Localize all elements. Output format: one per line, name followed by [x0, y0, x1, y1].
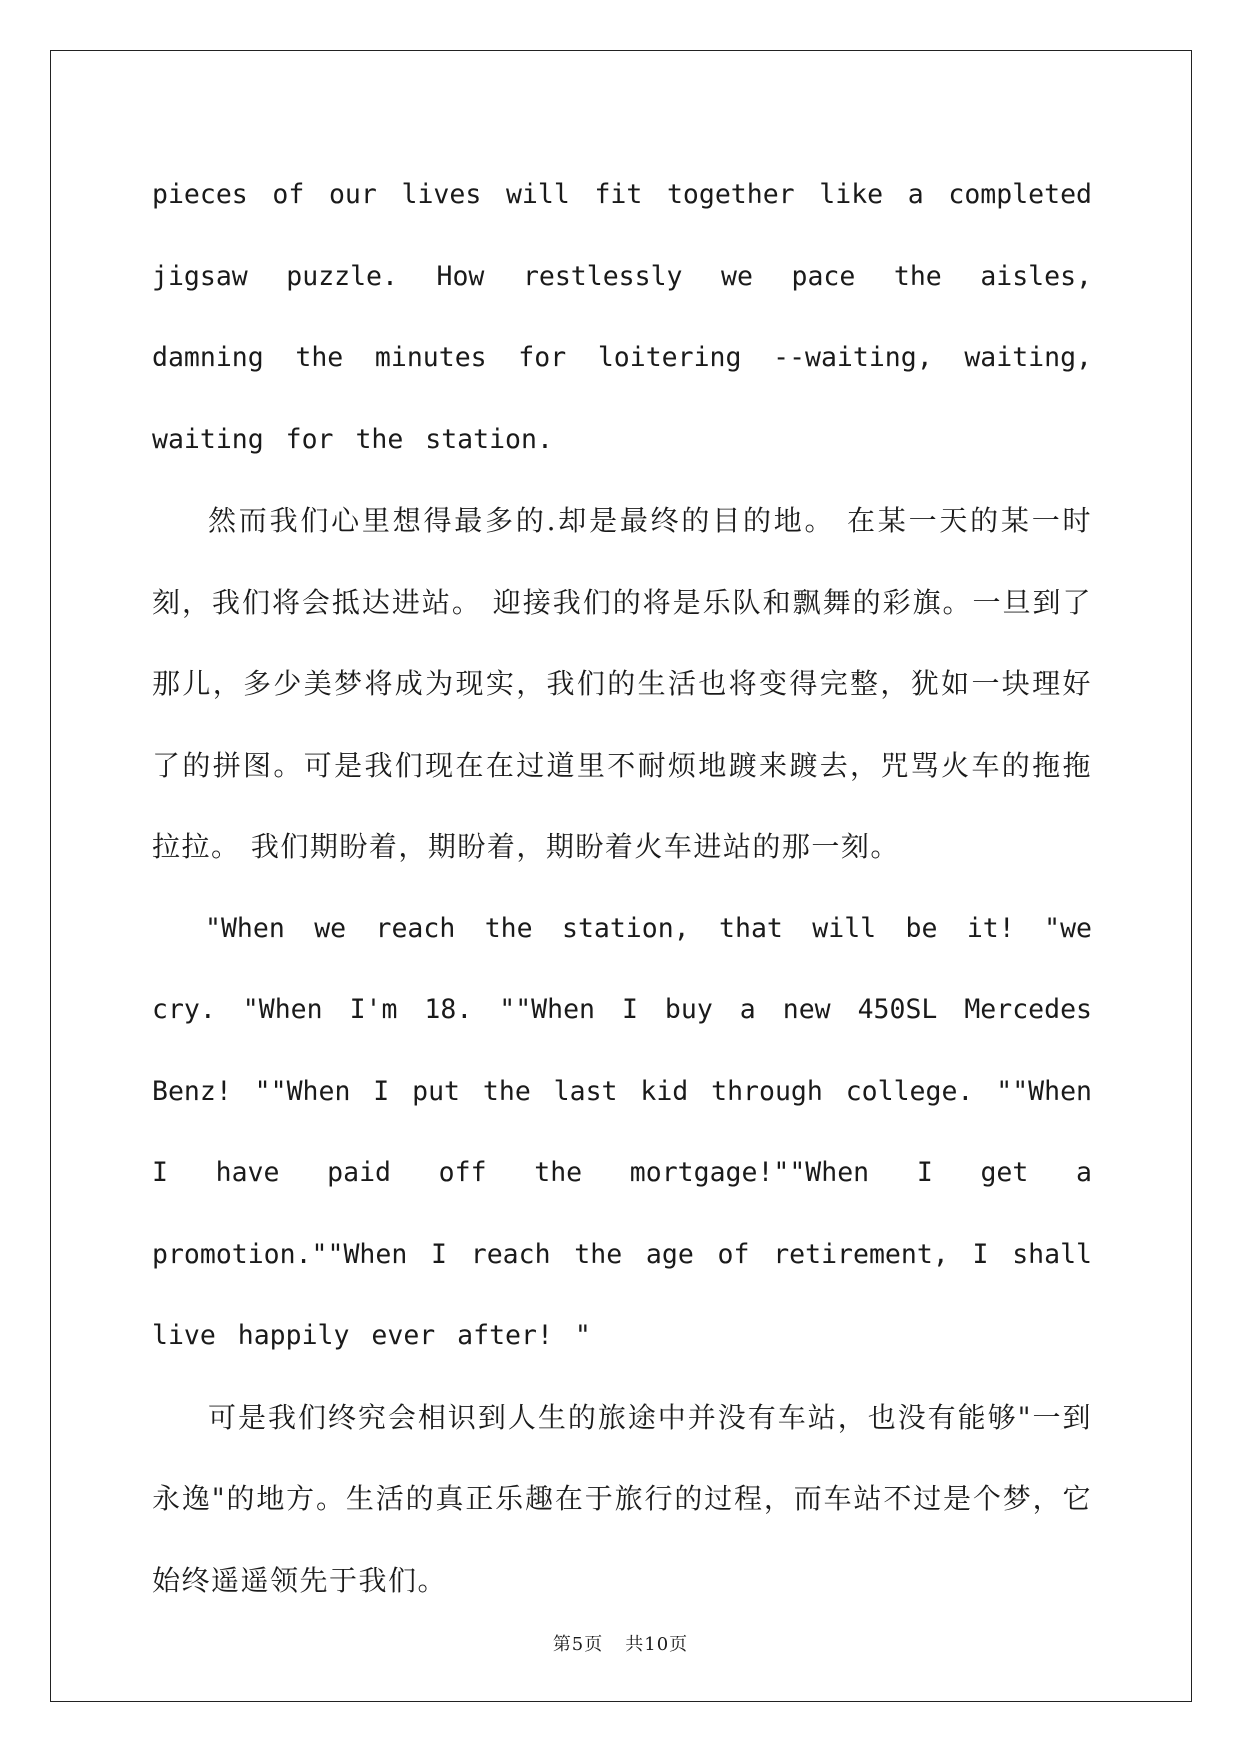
- paragraph-2: 然而我们心里想得最多的.却是最终的目的地。 在某一天的某一时刻，我们将会抵达进站。 迎接我们的将是乐队和飘舞的彩旗。一旦到了那儿，多少美梦将成为现实，我们的生活也将变得完整，犹如一块理好了的拼图。可是我们现在在过道里不耐烦地踱来踱去，咒骂火车的拖拖拉拉。 我们期盼着，期盼着，期盼着火车进站的那一刻。: [152, 504, 1092, 863]
- paragraph-3: "When we reach the station, that will be it! "we cry. "When I'm 18. ""When I buy a new 450SL Mercedes Benz! ""When I put the last kid through college. ""When I have paid off the mortgage!""When I get a promotion.""When I reach the age of retirement, I shall live happily ever after! ": [152, 912, 1092, 1351]
- page-total: 共10页: [625, 1634, 689, 1655]
- document-body: [152, 154, 1092, 1621]
- page-number: 第5页: [552, 1634, 604, 1655]
- paragraph-1: pieces of our lives will fit together like a completed jigsaw puzzle. How restlessly we pace the aisles, damning the minutes for loitering --waiting, waiting, waiting for the station.: [152, 179, 1092, 455]
- page-footer: [0, 1630, 1241, 1656]
- paragraph-4: 可是我们终究会相识到人生的旅途中并没有车站，也没有能够"一到永逸"的地方。生活的真正乐趣在于旅行的过程，而车站不过是个梦，它始终遥遥领先于我们。: [152, 1400, 1092, 1597]
